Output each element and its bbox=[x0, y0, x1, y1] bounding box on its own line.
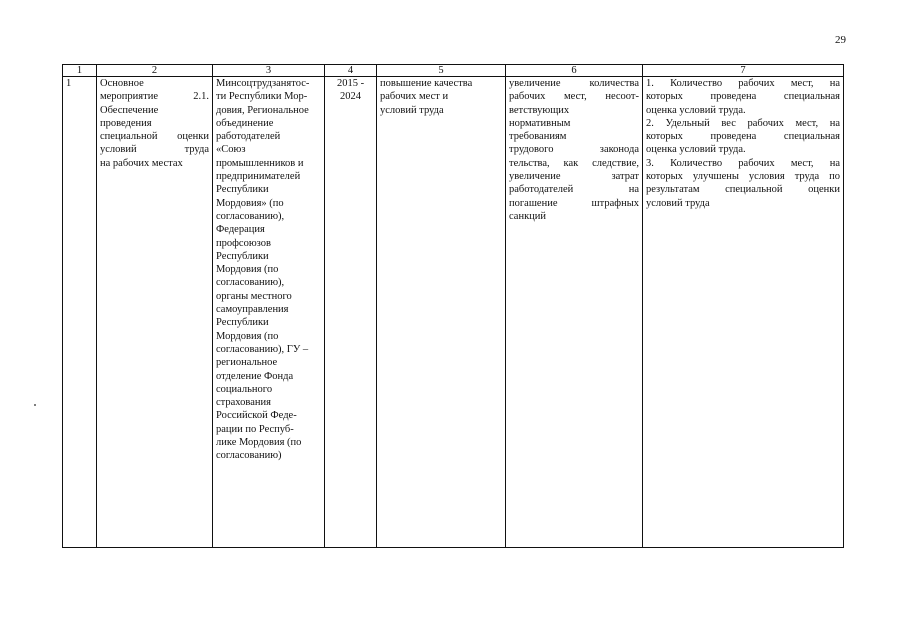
page-number: 29 bbox=[835, 34, 846, 46]
cell-text-line: проведения bbox=[100, 117, 152, 129]
cell-text-line: оценка условий труда. bbox=[646, 144, 746, 156]
cell-text-line: рабочих мест, несоот- bbox=[509, 91, 639, 103]
period-cell bbox=[325, 77, 377, 548]
cell-text-line: согласованию), bbox=[216, 277, 285, 289]
cell-text-line: предпринимателей bbox=[216, 171, 301, 183]
cell-text-line: Республики bbox=[216, 184, 269, 196]
header-row bbox=[63, 65, 844, 77]
cell-text-line: ти Республики Мор- bbox=[216, 91, 308, 103]
cell-text-line: Федерация bbox=[216, 224, 265, 236]
cell-text-line: нормативным bbox=[509, 117, 571, 129]
cell-text-line: работодателей bbox=[216, 131, 281, 143]
cell-text-line: мероприятие 2.1. bbox=[100, 91, 209, 103]
header-cell-4: 4 bbox=[325, 65, 377, 77]
table-row bbox=[63, 77, 844, 548]
cell-text-line: отделение Фонда bbox=[216, 370, 294, 382]
cell-text-line: социального bbox=[216, 383, 273, 395]
cell-text-line: Обеспечение bbox=[100, 104, 159, 116]
cell-text-line: Минсоцтрудзанятос- bbox=[216, 78, 310, 89]
cell-text-line: рации по Респуб- bbox=[216, 423, 294, 435]
expected-result-cell bbox=[377, 77, 506, 548]
scan-speck bbox=[34, 404, 36, 406]
cell-text-line: рабочих мест и bbox=[380, 91, 449, 103]
cell-text-line: ветствующих bbox=[509, 104, 570, 116]
cell-text-line: Российской Феде- bbox=[216, 410, 297, 422]
cell-text-line: требованиям bbox=[509, 131, 567, 143]
cell-text-line: 1. Количество рабочих мест, на bbox=[646, 78, 840, 89]
cell-text-line: санкций bbox=[509, 210, 547, 222]
cell-text-line: специальной оценки bbox=[100, 131, 209, 143]
cell-text-line: результатам специальной оценки bbox=[646, 184, 840, 196]
cell-text-line: увеличение затрат bbox=[509, 171, 639, 183]
cell-text-line: страхования bbox=[216, 397, 271, 409]
cell-text-line: согласованию) bbox=[216, 450, 282, 462]
cell-text-line: которых проведена специальная bbox=[646, 131, 840, 143]
cell-text-line: Мордовия (по bbox=[216, 330, 279, 342]
cell-text-line: тельства, как следствие, bbox=[509, 157, 639, 169]
measure-name-cell bbox=[97, 77, 213, 548]
cell-text-line: погашение штрафных bbox=[509, 197, 639, 209]
header-cell-5: 5 bbox=[377, 65, 506, 77]
executors-cell bbox=[213, 77, 325, 548]
cell-text-line: 2015 - bbox=[336, 78, 365, 89]
cell-text-line: согласованию), bbox=[216, 210, 285, 222]
cell-text-line: 2024 bbox=[340, 91, 361, 103]
cell-text-line: оценка условий труда. bbox=[646, 104, 746, 116]
cell-text-line: объединение bbox=[216, 117, 274, 129]
header-cell-7: 7 bbox=[643, 65, 844, 77]
header-cell-1: 1 bbox=[63, 65, 97, 77]
cell-text-line: Республики bbox=[216, 317, 269, 329]
header-cell-2: 2 bbox=[97, 65, 213, 77]
cell-text-line: Республики bbox=[216, 250, 269, 262]
cell-text-line: промышленников и bbox=[216, 157, 304, 169]
cell-text-line: Мордовия (по bbox=[216, 264, 279, 276]
cell-text-line: условий труда bbox=[380, 104, 444, 116]
cell-text-line: на рабочих местах bbox=[100, 157, 183, 169]
cell-text-line: повышение качества bbox=[380, 78, 473, 89]
cell-text-line: 2. Удельный вес рабочих мест, на bbox=[646, 117, 840, 129]
cell-text-line: согласованию), ГУ – bbox=[216, 343, 309, 355]
cell-text-line: Мордовия» (по bbox=[216, 197, 284, 209]
cell-text-line: лике Мордовия (по bbox=[216, 437, 302, 449]
cell-text-line: работодателей на bbox=[509, 184, 639, 196]
measures-table bbox=[62, 64, 844, 548]
cell-text-line: профсоюзов bbox=[216, 237, 271, 249]
row-number-cell: 1 bbox=[63, 77, 97, 548]
cell-text-line: довия, Региональное bbox=[216, 104, 309, 116]
cell-text-line: увеличение количества bbox=[509, 78, 639, 89]
cell-text-line: 3. Количество рабочих мест, на bbox=[646, 157, 840, 169]
cell-text-line: которых проведена специальная bbox=[646, 91, 840, 103]
cell-text-line: которых улучшены условия труда по bbox=[646, 171, 840, 183]
cell-text-line: самоуправления bbox=[216, 304, 289, 316]
cell-text-line: условий труда bbox=[646, 197, 710, 209]
cell-text-line: «Союз bbox=[216, 144, 246, 156]
header-cell-6: 6 bbox=[506, 65, 643, 77]
cell-text-line: органы местного bbox=[216, 290, 292, 302]
cell-text-line: региональное bbox=[216, 357, 278, 369]
cell-text-line: условий труда bbox=[100, 144, 209, 156]
header-cell-3: 3 bbox=[213, 65, 325, 77]
cell-text-line: Основное bbox=[100, 78, 144, 89]
consequences-cell bbox=[506, 77, 643, 548]
cell-text-line: трудового законода bbox=[509, 144, 639, 156]
indicators-cell bbox=[643, 77, 844, 548]
